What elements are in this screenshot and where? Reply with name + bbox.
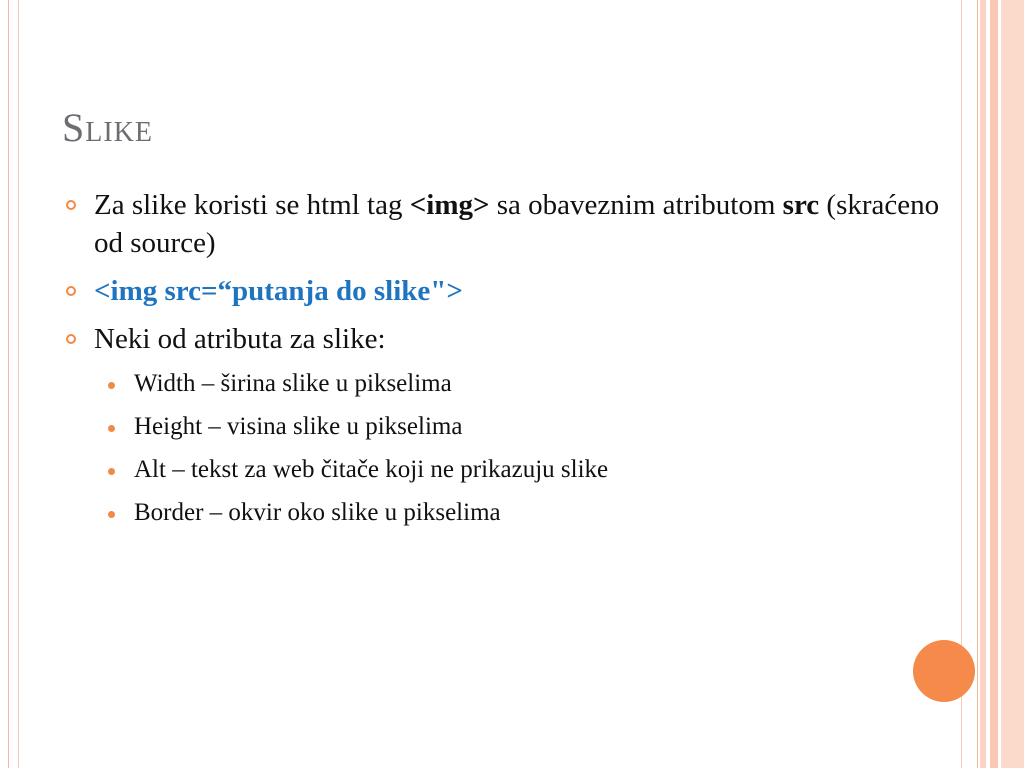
sub-bullet-text: Alt – tekst za web čitače koji ne prikazuju slike	[134, 456, 609, 483]
ring-bullet-icon	[66, 200, 76, 210]
sub-bullet-text: Border – okvir oko slike u pikselima	[134, 499, 501, 526]
bullet-item	[62, 186, 942, 262]
bullet-item	[62, 320, 942, 358]
bullet-text: Za slike koristi se html tag	[94, 189, 410, 221]
sub-bullet-item	[62, 497, 942, 529]
bullet-item	[62, 272, 942, 310]
dot-bullet-icon	[108, 468, 115, 475]
sub-bullet-item	[62, 368, 942, 400]
ring-bullet-icon	[66, 286, 76, 296]
slide-content	[62, 186, 942, 540]
sub-bullet-text: Height – visina slike u pikselima	[134, 413, 463, 440]
sub-bullet-item	[62, 411, 942, 443]
dot-bullet-icon	[108, 382, 115, 389]
bullet-text: <img src=“putanja do slike">	[94, 275, 463, 307]
dot-bullet-icon	[108, 511, 115, 518]
dot-bullet-icon	[108, 425, 115, 432]
slide-title: Slike	[62, 105, 153, 150]
bullet-text-bold: <img>	[409, 189, 490, 221]
bullet-text: sa obaveznim atributom	[489, 189, 783, 221]
sub-bullet-text: Width – širina slike u pikselima	[134, 370, 452, 397]
decorative-stripe	[990, 0, 998, 768]
sub-bullet-item	[62, 454, 942, 486]
bullet-text: (skraćeno od source)	[94, 189, 940, 259]
ring-bullet-icon	[66, 334, 76, 344]
decorative-circle-icon	[913, 640, 975, 702]
bullet-text-bold: src	[782, 189, 820, 221]
bullet-text: Neki od atributa za slike:	[94, 323, 386, 355]
decorative-stripe	[1001, 0, 1024, 768]
